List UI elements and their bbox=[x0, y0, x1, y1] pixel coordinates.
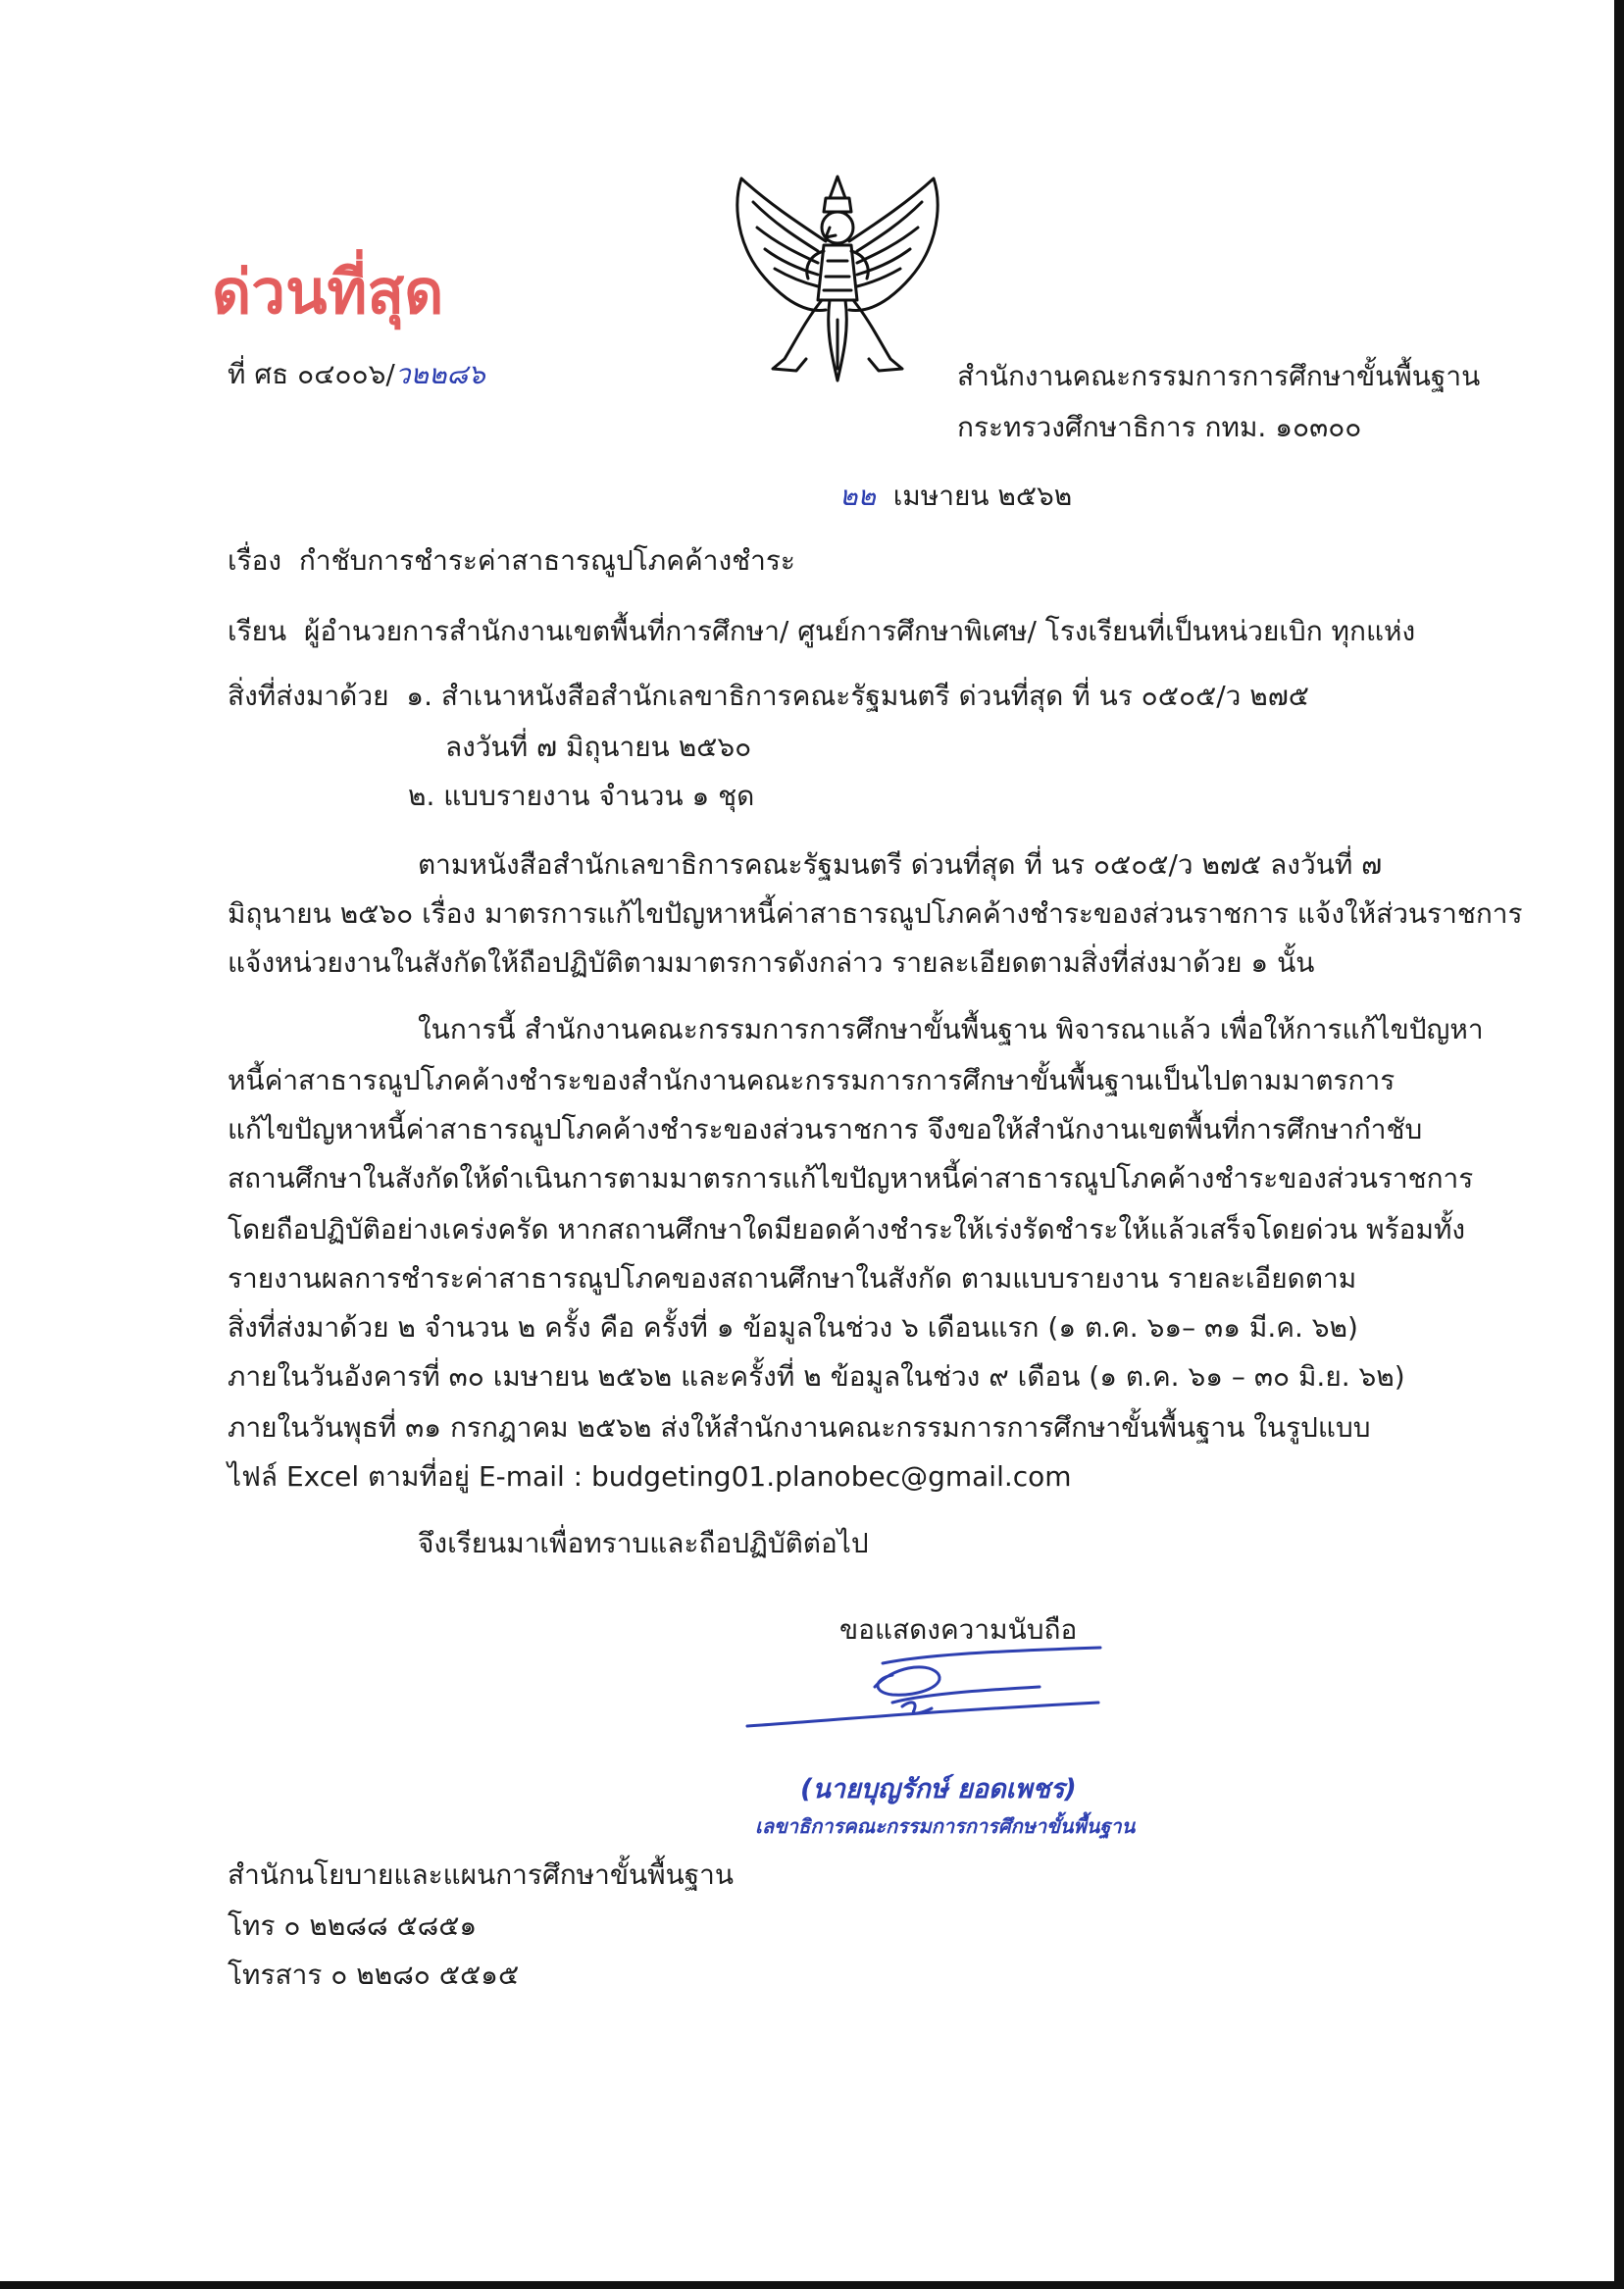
paragraph-2-line-1: ในการนี้ สำนักงานคณะกรรมการการศึกษาขั้นพื้นฐาน พิจารณาแล้ว เพื่อให้การแก้ไขปัญหา bbox=[418, 1013, 1484, 1045]
paragraph-2-line-5: โดยถือปฏิบัติอย่างเคร่งครัด หากสถานศึกษาใดมียอดค้างชำระให้เร่งรัดชำระให้แล้วเสร็จโดยด่วน พร้อมทั้ง bbox=[228, 1213, 1466, 1246]
enclosure-item-1: ๑. สำเนาหนังสือสำนักเลขาธิการคณะรัฐมนตรี ด่วนที่สุด ที่ นร ๐๕๐๕/ว ๒๗๕ bbox=[406, 680, 1309, 712]
date-month-year: เมษายน ๒๕๖๒ bbox=[892, 480, 1073, 512]
paragraph-2-line-3: แก้ไขปัญหาหนี้ค่าสาธารณูปโภคค้างชำระของส่วนราชการ จึงขอให้สำนักงานเขตพื้นที่การศึกษากำชับ bbox=[228, 1113, 1423, 1145]
reference-number bbox=[228, 357, 485, 392]
subject-text: กำชับการชำระค่าสาธารณูปโภคค้างชำระ bbox=[298, 544, 795, 577]
handwritten-signature bbox=[745, 1644, 1108, 1732]
footer-office: สำนักนโยบายและแผนการศึกษาขั้นพื้นฐาน bbox=[228, 1858, 735, 1891]
paragraph-2-line-8: ภายในวันอังคารที่ ๓๐ เมษายน ๒๕๖๒ และครั้งที่ ๒ ข้อมูลในช่วง ๙ เดือน (๑ ต.ค. ๖๑ – ๓๐ มิ.ย. ๖๒) bbox=[228, 1360, 1405, 1393]
paragraph-2-line-9: ภายในวันพุธที่ ๓๑ กรกฎาคม ๒๕๖๒ ส่งให้สำนักงานคณะกรรมการการศึกษาขั้นพื้นฐาน ในรูปแบบ bbox=[228, 1411, 1371, 1444]
addressee-label: เรียน bbox=[228, 615, 287, 647]
signatory-title: เลขาธิการคณะกรรมการการศึกษาขั้นพื้นฐาน bbox=[755, 1814, 1136, 1838]
paragraph-1-line-1: ตามหนังสือสำนักเลขาธิการคณะรัฐมนตรี ด่วนที่สุด ที่ นร ๐๕๐๕/ว ๒๗๕ ลงวันที่ ๗ bbox=[418, 848, 1383, 881]
agency-address: กระทรวงศึกษาธิการ กทม. ๑๐๓๐๐ bbox=[957, 411, 1362, 443]
addressee-line bbox=[228, 614, 1415, 649]
date-handwritten-day: ๒๒ bbox=[839, 480, 876, 512]
paragraph-2-line-4: สถานศึกษาในสังกัดให้ดำเนินการตามมาตรการแก้ไขปัญหาหนี้ค่าสาธารณูปโภคค้างชำระของส่วนราชการ bbox=[228, 1162, 1474, 1195]
paragraph-2-line-2: หนี้ค่าสาธารณูปโภคค้างชำระของสำนักงานคณะกรรมการการศึกษาขั้นพื้นฐานเป็นไปตามมาตรการ bbox=[228, 1064, 1396, 1096]
paragraph-2-line-10: ไฟล์ Excel ตามที่อยู่ E-mail : budgeting01.planobec@gmail.com bbox=[228, 1460, 1072, 1493]
footer-telephone: โทร ๐ ๒๒๘๘ ๕๘๕๑ bbox=[228, 1909, 478, 1942]
footer-fax: โทรสาร ๐ ๒๒๘๐ ๕๕๑๕ bbox=[228, 1958, 520, 1991]
subject-line bbox=[228, 543, 795, 579]
addressee-text: ผู้อำนวยการสำนักงานเขตพื้นที่การศึกษา/ ศูนย์การศึกษาพิเศษ/ โรงเรียนที่เป็นหน่วยเบิก ทุกแห่ง bbox=[303, 615, 1416, 647]
urgency-stamp: ด่วนที่สุด bbox=[212, 256, 444, 328]
signatory-name: (นายบุญรักษ์ ยอดเพชร) bbox=[800, 1774, 1077, 1805]
enclosure-item-2: ๒. แบบรายงาน จำนวน ๑ ชุด bbox=[408, 780, 755, 812]
reference-handwritten-number: ว๒๒๘๖ bbox=[394, 358, 485, 390]
salutation: ขอแสดงความนับถือ bbox=[839, 1613, 1078, 1646]
paragraph-2-line-7: สิ่งที่ส่งมาด้วย ๒ จำนวน ๒ ครั้ง คือ ครั้งที่ ๑ ข้อมูลในช่วง ๖ เดือนแรก (๑ ต.ค. ๖๑– ๓๑ มี.ค. ๖๒) bbox=[228, 1311, 1358, 1344]
paragraph-1-line-3: แจ้งหน่วยงานในสังกัดให้ถือปฏิบัติตามมาตรการดังกล่าว รายละเอียดตามสิ่งที่ส่งมาด้วย ๑ นั้น bbox=[228, 946, 1315, 979]
reference-prefix: ที่ ศธ ๐๔๐๐๖/ bbox=[228, 358, 395, 390]
document-date bbox=[839, 479, 1072, 514]
subject-label: เรื่อง bbox=[228, 544, 282, 577]
paragraph-2-line-6: รายงานผลการชำระค่าสาธารณูปโภคของสถานศึกษาในสังกัด ตามแบบรายงาน รายละเอียดตาม bbox=[228, 1262, 1357, 1295]
paragraph-1-line-2: มิถุนายน ๒๕๖๐ เรื่อง มาตรการแก้ไขปัญหาหนี้ค่าสาธารณูปโภคค้างชำระของส่วนราชการ แจ้งให้ส่วนราชการ bbox=[228, 897, 1523, 930]
closing-line: จึงเรียนมาเพื่อทราบและถือปฏิบัติต่อไป bbox=[418, 1527, 869, 1559]
enclosures-label: สิ่งที่ส่งมาด้วย bbox=[228, 680, 389, 712]
enclosure-item-1-date: ลงวันที่ ๗ มิถุนายน ๒๕๖๐ bbox=[445, 731, 752, 763]
agency-name: สำนักงานคณะกรรมการการศึกษาขั้นพื้นฐาน bbox=[957, 360, 1481, 392]
enclosures-line-1 bbox=[228, 679, 1309, 714]
garuda-emblem-icon bbox=[728, 173, 947, 388]
